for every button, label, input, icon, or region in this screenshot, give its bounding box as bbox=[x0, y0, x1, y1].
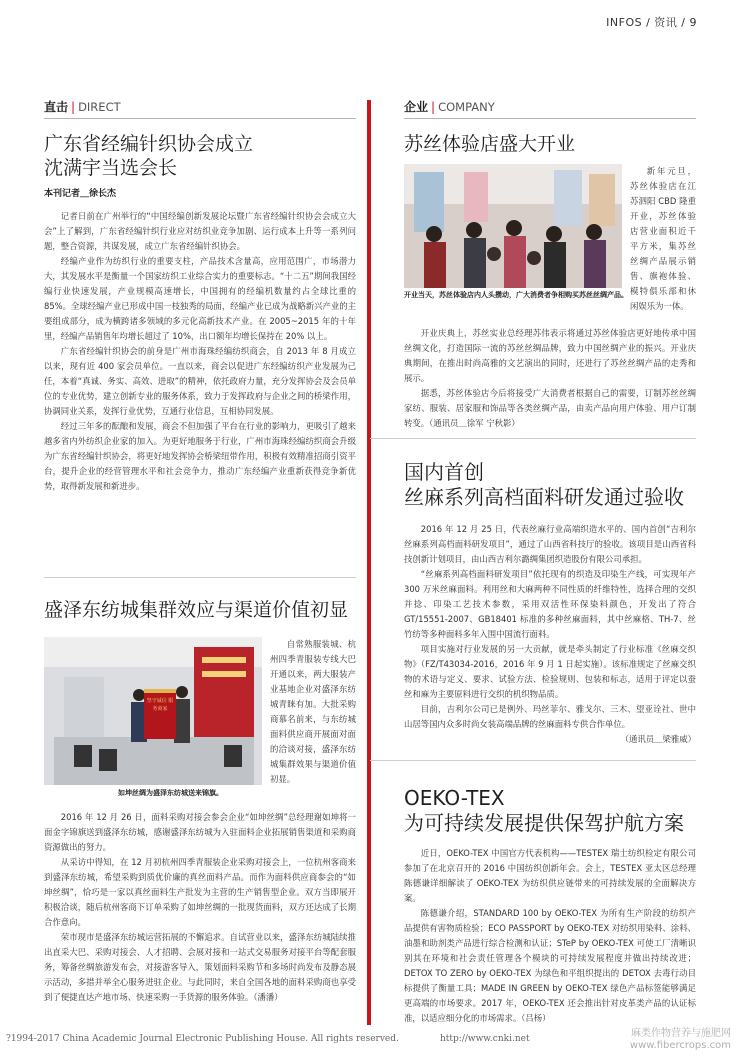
page-header: INFOS / 资讯 / 9 bbox=[606, 16, 697, 29]
separator bbox=[370, 438, 696, 439]
signoff: （通讯员＿梁雅威） bbox=[620, 734, 696, 744]
section-label-en: DIRECT bbox=[78, 100, 121, 114]
byline: 本刊记者＿徐长杰 bbox=[44, 189, 117, 199]
title-line: 为可持续发展提供保驾护航方案 bbox=[404, 811, 684, 835]
paragraph: 经编产业作为纺织行业的重要支柱，产品技术含量高，应用范围广，市场潜力大，其发展水平是衡量一个国家纺织工业综合实力的重要标志。“十二五”期间我国经编行业快速发展，产业规模高速增长，中国拥有的经编机数量约占全球比重的 85%。全球经编产业已形成中国一枝独秀的局面，经编产业已成为战略新兴产业的主要组成部分，成为横跨诸多领域的多元化高新技术产业。在 2005~2015 年的十年里，经编产品销售年均增长超过了 10%，出口额年均增长保持在 20% 以上。 bbox=[44, 256, 356, 341]
section-label-cn: 直击 bbox=[44, 100, 69, 114]
title-line: OEKO-TEX bbox=[404, 786, 505, 810]
paragraph: 近日，OEKO-TEX 中国官方代表机构——TESTEX 瑞士纺织检定有限公司参加了在北京召开的 2016 中国纺织创新年会。会上，TESTEX 亚太区总经理陈德谦详细解读了 OEKO-TEX 为纺织供应链带来的可持续发展的全面解决方案。 bbox=[404, 848, 696, 903]
paragraph: 陈德谦介绍，STANDARD 100 by OEKO-TEX 为所有生产阶段的纺织产品提供有害物质检验；ECO PASSPORT by OEKO-TEX 对纺织用染料、涂料、油墨和助剂类产品进行综合检测和认证；STeP by OEKO-TEX 可使工厂清晰识别其在环境和社会责任管理各个模块的可持续发展程度并做出持续改进；DETOX TO ZERO by OEKO-TEX 为绿色和平组织提出的 DETOX 去毒行动目标提供了衡量工具；MADE IN GREEN by OEKO-TEX 绿色产品标签能够满足更高端的市场要求。2017 年，OEKO-TEX 还会推出针对皮革类产品的认证标准，以适应细分化的市场需求。（吕杨） bbox=[404, 908, 696, 1023]
photo-store-crowd bbox=[404, 164, 622, 288]
section-label-company: 企业 | COMPANY bbox=[404, 98, 696, 119]
paragraph: 自常熟服装城、杭州四季青服装专线大巴开通以来，两大服装产业基地企业对盛泽东纺城青睐有加。大批采购商慕名前来，与东纺城面料供应商开展面对面的洽谈对接，盛泽东纺城集群效果与渠道价值初显。 bbox=[270, 639, 356, 784]
photo-caption: 开业当天，苏丝体验店内人头攒动，广大消费者争相购买苏丝丝绸产品。 bbox=[404, 291, 628, 299]
article-title bbox=[404, 460, 696, 510]
photo-illustration bbox=[404, 164, 622, 288]
paragraph: 2016 年 12 月 25 日，代表丝麻行业高端织造水平的、国内首创“吉利尔丝麻系列高档面料研发项目”，通过了山西省科技厅的验收。该项目是山西省科技创新计划项目，由山西吉利尔潞绸集团织造股份有限公司承担。 bbox=[404, 524, 696, 564]
title-line: 国内首创 bbox=[404, 460, 484, 484]
paragraph: 经过三年多的酝酿和发展，商会不但加强了平台在行业的影响力，更吸引了越来越多省内外纺织企业家的加入。为更好地服务于行业，广州市海珠经编纺织商会升级为广东省经编针织协会，将更好地发挥协会桥梁纽带作用，积极有效精准招商引资平台，提升企业的经营管理水平和社会竞争力，推动广东经编产业重新获得竞争新优势，取得新发展和新进步。 bbox=[44, 421, 356, 491]
separator bbox=[44, 577, 356, 578]
photo-banner-handover bbox=[44, 637, 262, 785]
article-guangdong bbox=[44, 132, 356, 494]
separator bbox=[370, 760, 696, 761]
paragraph: 开业庆典上，苏丝实业总经理苏伟表示将通过苏丝体验店更好地传承中国丝绸文化，打造国际一流的苏丝丝绸品牌，致力中国丝绸产业的振兴。开业庆典期间，在推出时尚高雅的文艺演出的同时，还进行了苏丝丝绸产品的走秀和展示。 bbox=[404, 328, 696, 383]
title-line: 丝麻系列高档面料研发通过验收 bbox=[404, 485, 684, 509]
paragraph: 新年元旦，苏丝体验店在江苏泗阳 CBD 隆重开业，苏丝体验店营业面积近千平方米，集苏丝丝绸产品展示销售、旗袍体验、模特俱乐部和休闲娱乐为一体。 bbox=[630, 166, 696, 311]
article-title: 苏丝体验店盛大开业 bbox=[404, 133, 576, 155]
watermark bbox=[630, 1028, 731, 1052]
photo-caption: 如坤丝绸为盛泽东纺城送来锦旗。 bbox=[118, 789, 223, 797]
paragraph: 记者日前在广州举行的“中国经编创新发展论坛暨广东省经编针织协会会成立大会”上了解到，广东省经编针织行业应对纺织业竞争加剧、运行成本上升等一系列问题，整合资源，共谋发展，成立广东省经编针织协会。 bbox=[44, 211, 356, 251]
section-label-cn: 企业 bbox=[404, 100, 429, 114]
article-title bbox=[404, 786, 696, 836]
article-susi-body bbox=[404, 326, 696, 431]
wrap-text-block bbox=[630, 164, 696, 314]
section-label-direct: 直击 | DIRECT bbox=[44, 98, 356, 119]
article-jilier bbox=[404, 460, 696, 747]
footer-url[interactable]: http://www.cnki.net bbox=[440, 1034, 530, 1044]
article-oekotex bbox=[404, 786, 696, 1026]
column-divider bbox=[367, 100, 371, 1025]
wrap-text-block bbox=[270, 637, 356, 787]
paragraph: 荣市现市是盛泽东纺城运营拓展的不懈追求。自试营业以来，盛泽东纺城陆续推出直采大巴、采购对接会、人才招聘、会展对接和一站式交易服务对接平台等配套服务，筹备丝绸旅游发布会，对接游客导入，策划面料采购节和多场时尚发布及静态展示活动，多措并举全心服务进驻企业。与此同时，来自全国各地的面料采购商也享受到了便捷直达产地市场、快速采购一手货源的服务体验。（潘潘） bbox=[44, 932, 356, 1002]
section-label-en: COMPANY bbox=[438, 100, 495, 114]
article-susi-title bbox=[404, 132, 696, 156]
watermark-line: 麻类作物营养与施肥网 bbox=[631, 1028, 731, 1039]
copyright-text: ?1994-2017 China Academic Journal Electronic Publishing House. All rights reserved. bbox=[6, 1034, 399, 1044]
article-shengze-body bbox=[44, 810, 356, 1005]
paragraph: “丝麻系列高档面料研发项目”依托现有的织造及印染生产线，可实现年产 300 万米丝麻面料。利用丝和大麻两种不同性质的纤维特性，选择合理的交织并捻、印染工艺技术参数，采用双活性环保染料颜色，开发出了符合 GT/15551-2007、GB18401 标准的多种丝麻面料，其中丝麻格、TH-7、丝竹纺等多种面料多年入围中国流行面料。 bbox=[404, 569, 696, 639]
article-shengze-title bbox=[44, 598, 356, 622]
paragraph: 广东省经编针织协会的前身是广州市海珠经编纺织商会，自 2013 年 8 月成立以来，现有近 400 家会员单位。一直以来，商会以促进广东经编纺织产业发展为己任，本着“真诚、务实、高效、进取”的精神，依托政府力量，充分发挥协会及会员单位的专业优势，建立创新专业的服务体系，致力于发挥政府与企业之间的桥梁作用，协调同业关系，发挥行业优势，互通行业信息，互相协同发展。 bbox=[44, 346, 356, 416]
paragraph: 从采访中得知，在 12 月初杭州四季青服装企业采购对接会上，一位杭州客商来到盛泽东纺城，希望采购到质优价廉的真丝面料产品。而作为面料供应商参会的“如坤丝绸”，恰巧是一家以真丝面料生产批发为主营的生产销售型企业。双方当即展开积极洽谈，随后杭州客商下订单采购了如坤丝绸的一批现货面料，双方还达成了长期合作意向。 bbox=[44, 857, 356, 927]
article-title: 盛泽东纺城集群效应与渠道价值初显 bbox=[44, 599, 349, 621]
banner-text: 坚守诚信 服务商家 bbox=[146, 698, 174, 712]
title-line: 广东省经编针织协会成立 bbox=[44, 133, 254, 155]
watermark-line: www.fibercrops.com bbox=[629, 1040, 731, 1051]
article-title bbox=[44, 132, 356, 180]
paragraph: 2016 年 12 月 26 日，面料采购对接会参会企业“如坤丝绸”总经理谢如坤将一面金字锦旗送到盛泽东纺城，感谢盛泽东纺城为入驻面料企业拓展销售渠道和采购商资源做出的努力。 bbox=[44, 812, 356, 852]
paragraph: 项目实施对行业发展的另一大贡献，就是牵头制定了行业标准《丝麻交织物》（FZ/T43034-2016，2016 年 9 月 1 日起实施）。该标准规定了丝麻交织物的术语与定义、要求、试验方法、检验规则、包装和标志，适用于评定以蚕丝和麻为主要原料进行交织的机织物品质。 bbox=[404, 644, 696, 699]
paragraph: 据悉，苏丝体验店今后将接受广大消费者根据自己的需要，订制苏丝丝绸家纺、服装、居家服和饰品等各类丝绸产品，由卖产品向用户体验、用户订制转变。（通讯员＿徐军 宁秋影） bbox=[404, 388, 696, 428]
title-line: 沈满宇当选会长 bbox=[44, 157, 178, 179]
paragraph: 目前，吉利尔公司已是例外、玛丝菲尔、雅戈尔、三木、望亚诠社、世中山居等国内众多时尚女装高端品牌的丝麻面料专供合作单位。 bbox=[404, 704, 696, 729]
